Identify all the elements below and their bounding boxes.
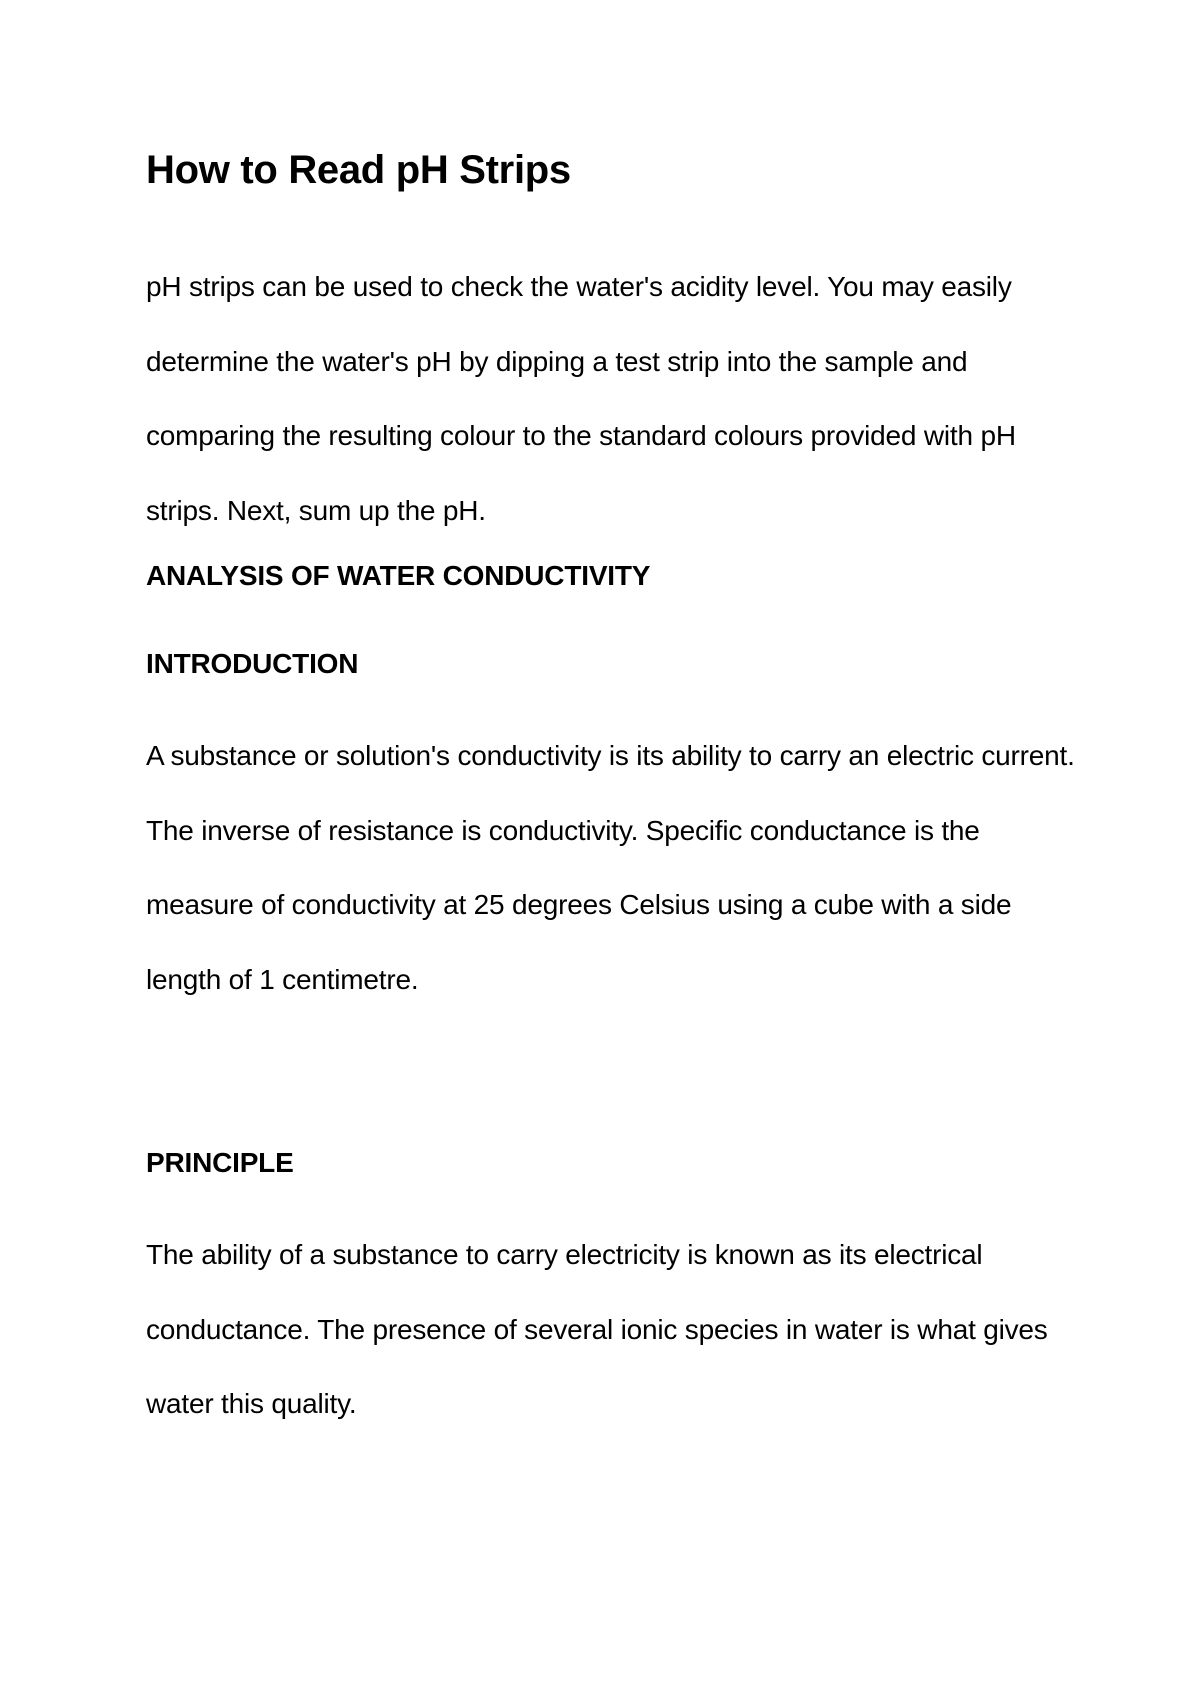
paragraph-ph-strips: pH strips can be used to check the water's acidity level. You may easily determine the water's pH by dipping a test strip into the sample and comparing the resulting colour to the standard colours provided with pH strips. Next, sum up the pH. — [146, 271, 1016, 526]
page-title: How to Read pH Strips — [146, 148, 571, 192]
paragraph-principle: The ability of a substance to carry electricity is known as its electrical conductance. The presence of several ionic species in water is what gives water this quality. — [146, 1239, 1048, 1419]
paragraph-introduction: A substance or solution's conductivity is its ability to carry an electric current. The inverse of resistance is conductivity. Specific conductance is the measure of conductivity at 25 degrees Celsius using a cube with a side length of 1 centimetre. — [146, 740, 1075, 995]
heading-introduction: INTRODUCTION — [146, 648, 359, 679]
document-content — [146, 144, 1076, 1442]
heading-principle: PRINCIPLE — [146, 1147, 294, 1178]
heading-analysis-of-water-conductivity: ANALYSIS OF WATER CONDUCTIVITY — [146, 560, 651, 591]
